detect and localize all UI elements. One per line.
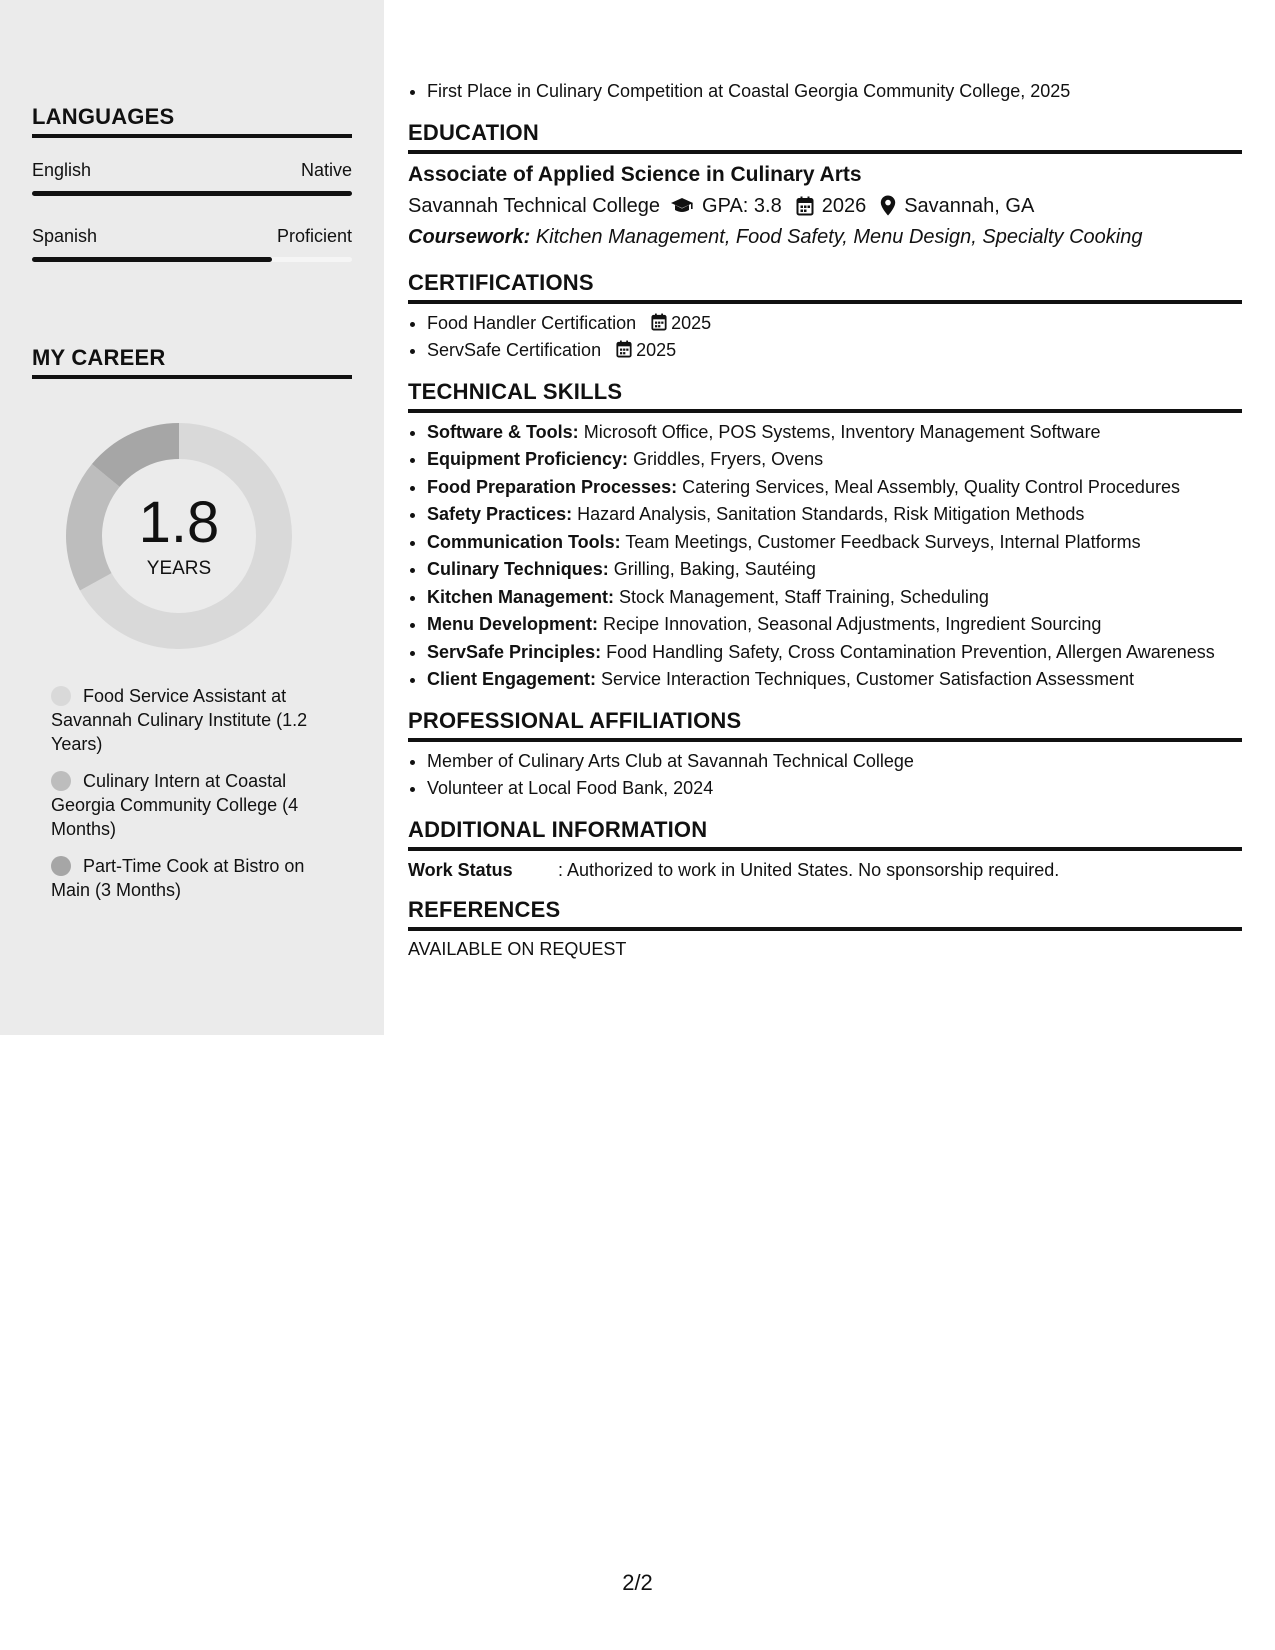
skill-label: Culinary Techniques: [427, 559, 609, 579]
location-pin-icon [880, 195, 896, 216]
skill-label: Food Preparation Processes: [427, 476, 678, 497]
skill-text: Microsoft Office, POS Systems, Inventory Management Software [583, 421, 1101, 442]
coursework-text: Kitchen Management, Food Safety, Menu Design, Specialty Cooking [535, 225, 1143, 248]
skill-label: Communication Tools: [427, 531, 621, 552]
skill-text: Hazard Analysis, Sanitation Standards, Risk Mitigation Methods [577, 504, 1085, 524]
language-proficiency-bar [32, 191, 352, 196]
language-name: Spanish [32, 226, 98, 246]
skill-item [427, 474, 1242, 502]
calendar-icon [796, 196, 814, 216]
affiliation-item: • Member of Culinary Arts Club at Savannah Technical College [427, 748, 1242, 776]
certification-name: ServSafe Certification [427, 340, 602, 360]
skill-label: Menu Development: [427, 614, 599, 634]
education-heading: EDUCATION [408, 120, 1242, 154]
education-section [408, 120, 1242, 252]
career-item-text: Culinary Intern at Coastal Georgia Community College (4 Months) [51, 771, 299, 839]
additional-info-section [408, 817, 1242, 883]
skill-text: Stock Management, Staff Training, Scheduling [619, 586, 989, 607]
skill-text: Grilling, Baking, Sautéing [613, 559, 816, 579]
work-status-row [408, 857, 1242, 883]
career-legend-dot [51, 771, 71, 791]
education-year: 2026 [821, 194, 867, 217]
affiliations-heading: PROFESSIONAL AFFILIATIONS [408, 708, 1242, 742]
career-item [51, 769, 341, 841]
additional-info-heading: ADDITIONAL INFORMATION [408, 817, 1242, 851]
language-item [32, 226, 352, 262]
language-item [32, 160, 352, 196]
education-degree: Associate of Applied Science in Culinary Arts [408, 162, 862, 186]
skill-text: Catering Services, Meal Assembly, Quality Control Procedures [682, 476, 1180, 497]
certification-item [427, 310, 1242, 338]
affiliations-section [408, 708, 1242, 803]
skill-label: Equipment Proficiency: [427, 449, 629, 469]
certification-name: Food Handler Certification [427, 312, 637, 333]
work-status-label: Work Status [408, 859, 513, 880]
references-heading: REFERENCES [408, 897, 1242, 931]
skill-item [427, 446, 1242, 474]
language-proficiency-fill [32, 257, 272, 262]
language-name: English [32, 160, 92, 180]
work-status-value: : Authorized to work in United States. No sponsorship required. [558, 859, 1060, 880]
skill-text: Team Meetings, Customer Feedback Surveys, Internal Platforms [625, 531, 1141, 552]
skill-item [427, 611, 1242, 639]
career-heading: MY CAREER [32, 345, 352, 379]
coursework-label: Coursework: [408, 225, 531, 248]
skill-text: Service Interaction Techniques, Customer Satisfaction Assessment [601, 669, 1134, 689]
skill-item [427, 419, 1242, 447]
skill-text: Food Handling Safety, Cross Contamination Prevention, Allergen Awareness [606, 641, 1215, 662]
career-donut-chart [66, 423, 292, 649]
certification-year: 2025 [636, 340, 677, 360]
skill-text: Recipe Innovation, Seasonal Adjustments, Ingredient Sourcing [603, 614, 1102, 634]
certifications-list [408, 310, 1242, 365]
page-number: 2/2 [622, 1570, 653, 1595]
career-legend-dot [51, 856, 71, 876]
technical-skills-list [408, 419, 1242, 694]
affiliation-item: • Volunteer at Local Food Bank, 2024 [427, 775, 1242, 803]
education-details [408, 190, 1242, 222]
skill-label: Kitchen Management: [427, 586, 615, 607]
skill-text: Griddles, Fryers, Ovens [633, 449, 824, 469]
languages-section [32, 104, 352, 262]
skill-item [427, 584, 1242, 612]
technical-skills-heading: TECHNICAL SKILLS [408, 379, 1242, 413]
career-item [51, 854, 341, 902]
certification-year: 2025 [671, 312, 712, 333]
skill-label: Software & Tools: [427, 421, 579, 442]
education-gpa: GPA: 3.8 [702, 194, 782, 217]
technical-skills-section [408, 379, 1242, 694]
education-coursework [408, 222, 1242, 252]
languages-heading: LANGUAGES [32, 104, 352, 138]
skill-label: Safety Practices: [427, 504, 573, 524]
career-total-value: 1.8 [138, 490, 220, 555]
skill-item [427, 639, 1242, 667]
graduation-cap-icon [670, 197, 694, 215]
affiliations-list [408, 748, 1242, 803]
skill-label: Client Engagement: [427, 669, 597, 689]
education-location: Savannah, GA [904, 194, 1035, 217]
references-section [408, 897, 1242, 960]
certification-item [427, 337, 1242, 365]
career-total-unit: YEARS [146, 558, 212, 579]
calendar-icon [651, 313, 667, 331]
career-list [51, 684, 341, 915]
language-proficiency-bar [32, 257, 352, 262]
calendar-icon [616, 340, 632, 358]
career-item-text: Part-Time Cook at Bistro on Main (3 Months) [51, 856, 305, 900]
skill-item [427, 556, 1242, 584]
sidebar [0, 0, 384, 1035]
career-item [51, 684, 341, 756]
award-item: • First Place in Culinary Competition at Coastal Georgia Community College, 2025 [427, 78, 1242, 106]
references-text: AVAILABLE ON REQUEST [408, 938, 627, 959]
career-legend-dot [51, 686, 71, 706]
awards-list [408, 78, 1242, 106]
skill-item [427, 666, 1242, 694]
career-section [32, 345, 352, 379]
skill-item [427, 501, 1242, 529]
language-proficiency-fill [32, 191, 352, 196]
certifications-section [408, 270, 1242, 365]
language-level: Native [300, 160, 352, 180]
career-item-text: Food Service Assistant at Savannah Culinary Institute (1.2 Years) [51, 686, 308, 754]
skill-label: ServSafe Principles: [427, 641, 602, 662]
language-level: Proficient [276, 226, 352, 246]
education-school: Savannah Technical College [408, 194, 661, 217]
skill-item [427, 529, 1242, 557]
main-content [408, 0, 1242, 960]
certifications-heading: CERTIFICATIONS [408, 270, 1242, 304]
